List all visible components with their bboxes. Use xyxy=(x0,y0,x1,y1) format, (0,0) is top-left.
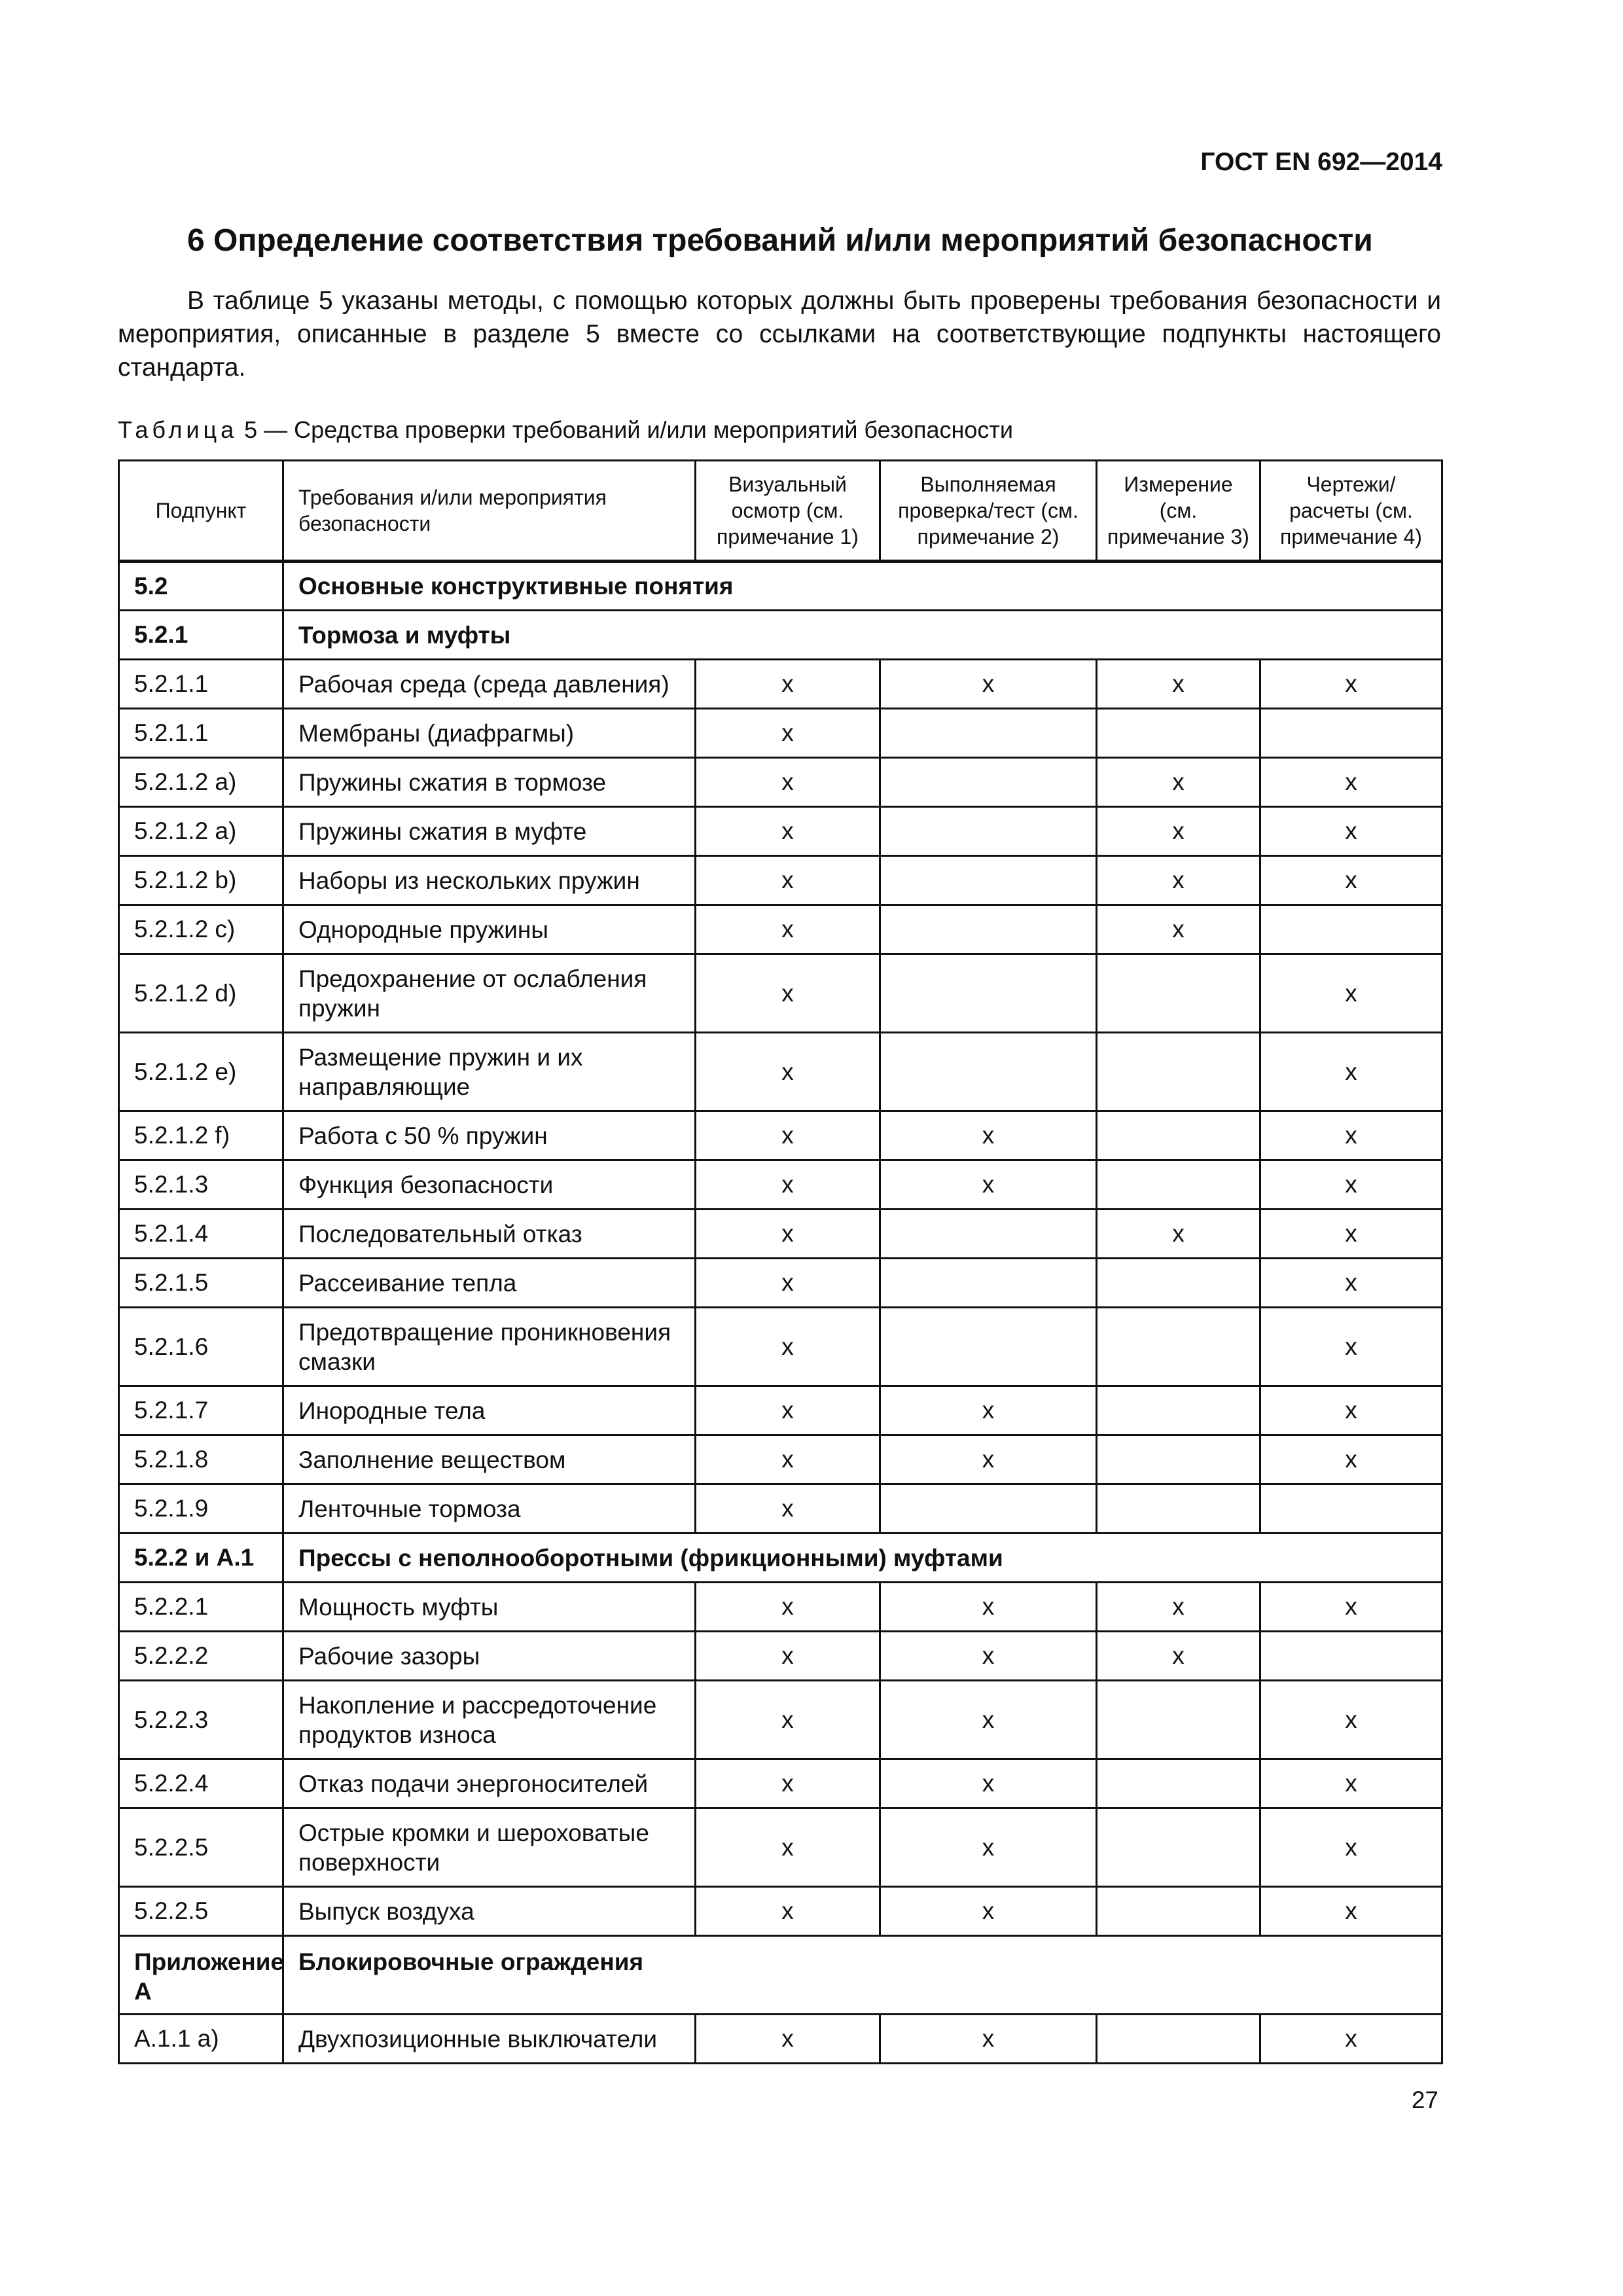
drawings-cell: x xyxy=(1260,1887,1442,1936)
subclause-cell: 5.2.1.8 xyxy=(119,1435,283,1484)
table-header-row xyxy=(119,461,1442,562)
table-row xyxy=(119,1759,1442,1808)
subclause-cell: 5.2.1.5 xyxy=(119,1259,283,1308)
table-body xyxy=(119,562,1442,2064)
visual-inspection-cell: x xyxy=(696,905,880,954)
subclause-cell: 5.2.1.2 b) xyxy=(119,856,283,905)
subclause-cell: 5.2.1.2 d) xyxy=(119,954,283,1033)
functional-test-cell xyxy=(880,954,1097,1033)
header-drawings: Чертежи/ расчеты (см. примечание 4) xyxy=(1260,461,1442,562)
visual-inspection-cell: x xyxy=(696,758,880,807)
table-section-row xyxy=(119,562,1442,611)
requirement-cell: Предотвращение проникновения смазки xyxy=(283,1308,696,1386)
visual-inspection-cell: x xyxy=(696,856,880,905)
measurement-cell: x xyxy=(1097,1632,1260,1681)
subclause-cell: 5.2.2.5 xyxy=(119,1887,283,1936)
measurement-cell: x xyxy=(1097,856,1260,905)
requirement-cell: Острые кромки и шероховатые поверхности xyxy=(283,1808,696,1887)
measurement-cell: x xyxy=(1097,905,1260,954)
measurement-cell xyxy=(1097,1681,1260,1759)
requirement-cell: Функция безопасности xyxy=(283,1160,696,1210)
header-functional-test: Выполняемая проверка/тест (см. примечание 2) xyxy=(880,461,1097,562)
subclause-cell: 5.2.1.2 c) xyxy=(119,905,283,954)
measurement-cell: x xyxy=(1097,758,1260,807)
functional-test-cell: x xyxy=(880,1632,1097,1681)
table-row xyxy=(119,709,1442,758)
functional-test-cell: x xyxy=(880,1681,1097,1759)
requirement-cell: Последовательный отказ xyxy=(283,1210,696,1259)
table-row xyxy=(119,1808,1442,1887)
visual-inspection-cell: x xyxy=(696,660,880,709)
measurement-cell xyxy=(1097,1111,1260,1160)
table-row xyxy=(119,1210,1442,1259)
drawings-cell xyxy=(1260,905,1442,954)
table-caption xyxy=(118,416,1013,444)
table-caption-label: Таблица xyxy=(118,416,238,443)
table-row xyxy=(119,905,1442,954)
table-caption-text: 5 — Средства проверки требований и/или мероприятий безопасности xyxy=(238,416,1014,443)
table-row xyxy=(119,1386,1442,1435)
subclause-cell: 5.2.1.9 xyxy=(119,1484,283,1534)
functional-test-cell xyxy=(880,1033,1097,1111)
drawings-cell: x xyxy=(1260,954,1442,1033)
section-intro: В таблице 5 указаны методы, с помощью которых должны быть проверены требования безопасности и мероприятия, описанные в разделе 5 вместе со ссылками на соответствующие подпункты настоящего стандарта. xyxy=(118,287,1441,382)
measurement-cell xyxy=(1097,1386,1260,1435)
visual-inspection-cell: x xyxy=(696,1308,880,1386)
visual-inspection-cell: x xyxy=(696,954,880,1033)
subclause-cell: Приложение А xyxy=(119,1936,283,2015)
requirement-cell: Мембраны (диафрагмы) xyxy=(283,709,696,758)
drawings-cell: x xyxy=(1260,1435,1442,1484)
visual-inspection-cell: x xyxy=(696,2015,880,2064)
measurement-cell xyxy=(1097,1887,1260,1936)
visual-inspection-cell: x xyxy=(696,709,880,758)
requirement-cell: Рассеивание тепла xyxy=(283,1259,696,1308)
functional-test-cell: x xyxy=(880,2015,1097,2064)
functional-test-cell: x xyxy=(880,1160,1097,1210)
requirement-cell: Инородные тела xyxy=(283,1386,696,1435)
drawings-cell: x xyxy=(1260,758,1442,807)
functional-test-cell: x xyxy=(880,1386,1097,1435)
visual-inspection-cell: x xyxy=(696,807,880,856)
drawings-cell: x xyxy=(1260,660,1442,709)
table-row xyxy=(119,807,1442,856)
measurement-cell: x xyxy=(1097,807,1260,856)
measurement-cell xyxy=(1097,1308,1260,1386)
requirement-cell: Работа с 50 % пружин xyxy=(283,1111,696,1160)
measurement-cell xyxy=(1097,1033,1260,1111)
table-row xyxy=(119,954,1442,1033)
subclause-cell: 5.2.1.4 xyxy=(119,1210,283,1259)
standard-code: ГОСТ EN 692—2014 xyxy=(1200,148,1442,176)
table-row xyxy=(119,1681,1442,1759)
subclause-cell: 5.2 xyxy=(119,562,283,611)
header-requirements: Требования и/или мероприятия безопасности xyxy=(283,461,696,562)
subclause-cell: 5.2.1 xyxy=(119,611,283,660)
requirement-cell: Отказ подачи энергоносителей xyxy=(283,1759,696,1808)
functional-test-cell: x xyxy=(880,660,1097,709)
subclause-cell: 5.2.1.1 xyxy=(119,660,283,709)
visual-inspection-cell: x xyxy=(696,1210,880,1259)
drawings-cell: x xyxy=(1260,1210,1442,1259)
subclause-cell: 5.2.2 и А.1 xyxy=(119,1534,283,1583)
requirement-cell: Двухпозиционные выключатели xyxy=(283,2015,696,2064)
table-row xyxy=(119,1435,1442,1484)
subclause-cell: 5.2.1.6 xyxy=(119,1308,283,1386)
table-section-row xyxy=(119,1534,1442,1583)
visual-inspection-cell: x xyxy=(696,1681,880,1759)
section-title: 6 Определение соответствия требований и/или мероприятий безопасности xyxy=(187,223,1373,258)
table-row xyxy=(119,1111,1442,1160)
requirement-cell: Ленточные тормоза xyxy=(283,1484,696,1534)
drawings-cell: x xyxy=(1260,1583,1442,1632)
drawings-cell: x xyxy=(1260,2015,1442,2064)
measurement-cell xyxy=(1097,1435,1260,1484)
drawings-cell xyxy=(1260,1632,1442,1681)
drawings-cell: x xyxy=(1260,1160,1442,1210)
verification-table xyxy=(118,459,1443,2064)
subclause-cell: 5.2.2.4 xyxy=(119,1759,283,1808)
subclause-cell: 5.2.1.2 f) xyxy=(119,1111,283,1160)
measurement-cell xyxy=(1097,709,1260,758)
measurement-cell: x xyxy=(1097,1583,1260,1632)
requirement-cell: Тормоза и муфты xyxy=(283,611,1442,660)
requirement-cell: Пружины сжатия в тормозе xyxy=(283,758,696,807)
subclause-cell: А.1.1 а) xyxy=(119,2015,283,2064)
requirement-cell: Рабочая среда (среда давления) xyxy=(283,660,696,709)
subclause-cell: 5.2.1.1 xyxy=(119,709,283,758)
table-section-row xyxy=(119,1936,1442,2015)
requirement-cell: Выпуск воздуха xyxy=(283,1887,696,1936)
functional-test-cell: x xyxy=(880,1887,1097,1936)
drawings-cell: x xyxy=(1260,1808,1442,1887)
functional-test-cell xyxy=(880,1484,1097,1534)
table-row xyxy=(119,1887,1442,1936)
drawings-cell: x xyxy=(1260,856,1442,905)
measurement-cell: x xyxy=(1097,1210,1260,1259)
subclause-cell: 5.2.2.3 xyxy=(119,1681,283,1759)
visual-inspection-cell: x xyxy=(696,1435,880,1484)
requirement-cell: Основные конструктивные понятия xyxy=(283,562,1442,611)
drawings-cell: x xyxy=(1260,1681,1442,1759)
requirement-cell: Прессы с неполнооборотными (фрикционными) муфтами xyxy=(283,1534,1442,1583)
requirement-cell: Пружины сжатия в муфте xyxy=(283,807,696,856)
functional-test-cell xyxy=(880,1210,1097,1259)
measurement-cell xyxy=(1097,2015,1260,2064)
functional-test-cell xyxy=(880,1259,1097,1308)
subclause-cell: 5.2.1.7 xyxy=(119,1386,283,1435)
drawings-cell: x xyxy=(1260,1111,1442,1160)
visual-inspection-cell: x xyxy=(696,1583,880,1632)
drawings-cell: x xyxy=(1260,807,1442,856)
requirement-cell: Размещение пружин и их направляющие xyxy=(283,1033,696,1111)
functional-test-cell: x xyxy=(880,1759,1097,1808)
visual-inspection-cell: x xyxy=(696,1808,880,1887)
subclause-cell: 5.2.2.5 xyxy=(119,1808,283,1887)
drawings-cell: x xyxy=(1260,1308,1442,1386)
header-subclause: Подпункт xyxy=(119,461,283,562)
measurement-cell xyxy=(1097,954,1260,1033)
subclause-cell: 5.2.1.3 xyxy=(119,1160,283,1210)
measurement-cell xyxy=(1097,1160,1260,1210)
table-section-row xyxy=(119,611,1442,660)
visual-inspection-cell: x xyxy=(696,1887,880,1936)
subclause-cell: 5.2.2.2 xyxy=(119,1632,283,1681)
requirement-cell: Мощность муфты xyxy=(283,1583,696,1632)
functional-test-cell: x xyxy=(880,1808,1097,1887)
functional-test-cell xyxy=(880,807,1097,856)
functional-test-cell: x xyxy=(880,1111,1097,1160)
header-visual-inspection: Визуальный осмотр (см. примечание 1) xyxy=(696,461,880,562)
visual-inspection-cell: x xyxy=(696,1759,880,1808)
requirement-cell: Накопление и рассредоточение продуктов износа xyxy=(283,1681,696,1759)
functional-test-cell: x xyxy=(880,1583,1097,1632)
functional-test-cell xyxy=(880,709,1097,758)
measurement-cell xyxy=(1097,1484,1260,1534)
functional-test-cell xyxy=(880,758,1097,807)
requirement-cell: Однородные пружины xyxy=(283,905,696,954)
table-row xyxy=(119,758,1442,807)
visual-inspection-cell: x xyxy=(696,1033,880,1111)
header-measurement: Измерение (см. примечание 3) xyxy=(1097,461,1260,562)
drawings-cell: x xyxy=(1260,1259,1442,1308)
table-row xyxy=(119,1160,1442,1210)
drawings-cell: x xyxy=(1260,1386,1442,1435)
visual-inspection-cell: x xyxy=(696,1484,880,1534)
subclause-cell: 5.2.1.2 a) xyxy=(119,758,283,807)
table-row xyxy=(119,2015,1442,2064)
table-row xyxy=(119,1259,1442,1308)
requirement-cell: Заполнение веществом xyxy=(283,1435,696,1484)
functional-test-cell: x xyxy=(880,1435,1097,1484)
measurement-cell xyxy=(1097,1259,1260,1308)
functional-test-cell xyxy=(880,856,1097,905)
visual-inspection-cell: x xyxy=(696,1386,880,1435)
requirement-cell: Рабочие зазоры xyxy=(283,1632,696,1681)
subclause-cell: 5.2.1.2 a) xyxy=(119,807,283,856)
functional-test-cell xyxy=(880,1308,1097,1386)
table-row xyxy=(119,660,1442,709)
table-row xyxy=(119,1632,1442,1681)
requirement-cell: Предохранение от ослабления пружин xyxy=(283,954,696,1033)
drawings-cell: x xyxy=(1260,1033,1442,1111)
table-row xyxy=(119,1308,1442,1386)
measurement-cell xyxy=(1097,1808,1260,1887)
measurement-cell xyxy=(1097,1759,1260,1808)
visual-inspection-cell: x xyxy=(696,1160,880,1210)
table-row xyxy=(119,1484,1442,1534)
visual-inspection-cell: x xyxy=(696,1259,880,1308)
requirement-cell: Блокировочные ограждения xyxy=(283,1936,1442,2015)
functional-test-cell xyxy=(880,905,1097,954)
drawings-cell: x xyxy=(1260,1759,1442,1808)
subclause-cell: 5.2.2.1 xyxy=(119,1583,283,1632)
subclause-cell: 5.2.1.2 e) xyxy=(119,1033,283,1111)
page-number: 27 xyxy=(1411,2087,1438,2113)
visual-inspection-cell: x xyxy=(696,1111,880,1160)
drawings-cell xyxy=(1260,709,1442,758)
visual-inspection-cell: x xyxy=(696,1632,880,1681)
measurement-cell: x xyxy=(1097,660,1260,709)
drawings-cell xyxy=(1260,1484,1442,1534)
table-row xyxy=(119,1033,1442,1111)
table-row xyxy=(119,1583,1442,1632)
requirement-cell: Наборы из нескольких пружин xyxy=(283,856,696,905)
table-row xyxy=(119,856,1442,905)
